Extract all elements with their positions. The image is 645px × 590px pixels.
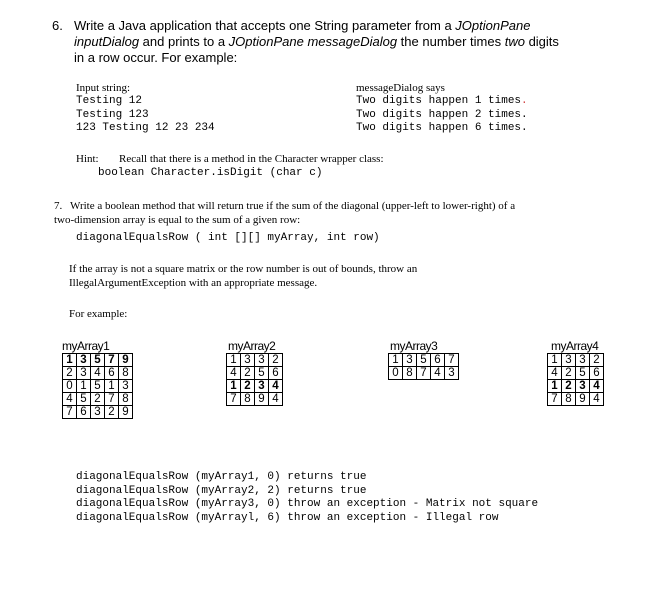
input-example-2: Testing 123 — [76, 108, 149, 121]
array-cell: 6 — [590, 367, 604, 380]
array-cell: 1 — [227, 354, 241, 367]
array-title-2: myArray2 — [228, 339, 276, 353]
q6-line-2-text-b: the number times — [397, 34, 505, 49]
array-cell: 3 — [91, 406, 105, 419]
q6-inputdialog-term: inputDialog — [74, 34, 140, 49]
q7-paragraph-2: IllegalArgumentException with an appropriate message. — [69, 277, 318, 289]
q6-line-2 — [74, 34, 559, 50]
array-cell: 4 — [269, 380, 283, 393]
array-title-4: myArray4 — [551, 339, 599, 353]
array-cell: 3 — [241, 354, 255, 367]
for-example-label: For example: — [69, 308, 128, 320]
array-cell: 1 — [227, 380, 241, 393]
array-cell: 7 — [63, 406, 77, 419]
message-dialog-label: messageDialog says — [356, 82, 445, 94]
array-row — [63, 367, 133, 380]
array-title-1: myArray1 — [62, 339, 110, 353]
call-example-4: diagonalEqualsRow (myArrayl, 6) throw an exception - Illegal row — [76, 511, 499, 524]
array-cell: 9 — [119, 406, 133, 419]
array-cell: 1 — [548, 380, 562, 393]
q6-two-term: two — [504, 34, 525, 49]
q6-line-1-text: Write a Java application that accepts one String parameter from a — [74, 18, 456, 33]
array-cell: 4 — [91, 367, 105, 380]
array-cell: 5 — [91, 354, 105, 367]
output-example-3: Two digits happen 6 times. — [356, 122, 528, 134]
array-cell: 4 — [431, 367, 445, 380]
array-row — [227, 393, 283, 406]
array-cell: 5 — [77, 393, 91, 406]
array-grid-3 — [388, 353, 459, 380]
array-cell: 2 — [105, 406, 119, 419]
call-example-2: diagonalEqualsRow (myArray2, 2) returns true — [76, 484, 367, 497]
array-row — [548, 393, 604, 406]
array-cell: 5 — [417, 354, 431, 367]
q7-line-2: two-dimension array is equal to the sum of a given row: — [54, 214, 301, 226]
array-cell: 9 — [255, 393, 269, 406]
array-cell: 7 — [548, 393, 562, 406]
array-cell: 4 — [269, 393, 283, 406]
output-example-1 — [356, 95, 528, 109]
array-row — [389, 354, 459, 367]
array-cell: 8 — [241, 393, 255, 406]
array-cell: 4 — [590, 393, 604, 406]
array-title-3: myArray3 — [390, 339, 438, 353]
q6-line-2-text-c: digits — [524, 34, 559, 49]
array-cell: 7 — [445, 354, 459, 367]
array-cell: 3 — [403, 354, 417, 367]
array-cell: 1 — [548, 354, 562, 367]
array-cell: 8 — [119, 393, 133, 406]
output-example-1-text: Two digits happen 1 times — [356, 95, 522, 107]
q6-number: 6. — [52, 18, 63, 33]
array-cell: 2 — [562, 367, 576, 380]
q6-messagedialog-term: JOptionPane messageDialog — [228, 34, 398, 49]
array-cell: 8 — [562, 393, 576, 406]
q6-line-1 — [74, 18, 530, 34]
array-cell: 4 — [227, 367, 241, 380]
array-cell: 2 — [63, 367, 77, 380]
array-cell: 5 — [255, 367, 269, 380]
array-cell: 3 — [576, 380, 590, 393]
array-cell: 0 — [389, 367, 403, 380]
array-row — [63, 354, 133, 367]
array-cell: 2 — [91, 393, 105, 406]
array-cell: 8 — [119, 367, 133, 380]
array-cell: 4 — [548, 367, 562, 380]
array-row — [227, 380, 283, 393]
input-example-3: 123 Testing 12 23 234 — [76, 122, 215, 134]
array-cell: 5 — [91, 380, 105, 393]
input-example-1: Testing 12 — [76, 95, 143, 107]
q6-joptionpane-term: JOptionPane — [455, 18, 531, 33]
array-row — [63, 393, 133, 406]
array-cell: 1 — [63, 354, 77, 367]
array-cell: 3 — [576, 354, 590, 367]
array-grid-4 — [547, 353, 604, 406]
array-cell: 2 — [241, 367, 255, 380]
array-cell: 1 — [77, 380, 91, 393]
array-cell: 9 — [576, 393, 590, 406]
array-row — [63, 406, 133, 419]
q7-paragraph-1: If the array is not a square matrix or the row number is out of bounds, throw an — [69, 263, 418, 275]
call-example-3: diagonalEqualsRow (myArray3, 0) throw an exception - Matrix not square — [76, 498, 539, 510]
input-string-label: Input string: — [76, 82, 131, 94]
array-cell: 4 — [590, 380, 604, 393]
hint-label: Hint: — [76, 153, 99, 165]
array-cell: 6 — [269, 367, 283, 380]
array-cell: 3 — [77, 367, 91, 380]
array-cell: 9 — [119, 354, 133, 367]
array-cell: 3 — [255, 354, 269, 367]
hint-text: Recall that there is a method in the Character wrapper class: — [119, 153, 384, 165]
array-row — [548, 354, 604, 367]
array-row — [548, 367, 604, 380]
hint-code: boolean Character.isDigit (char c) — [98, 167, 323, 179]
output-example-1-period: . — [521, 95, 528, 107]
call-example-1: diagonalEqualsRow (myArray1, 0) returns true — [76, 471, 367, 483]
method-signature: diagonalEqualsRow ( int [][] myArray, int row) — [76, 232, 380, 244]
array-grid-1 — [62, 353, 133, 419]
array-cell: 6 — [431, 354, 445, 367]
array-cell: 3 — [255, 380, 269, 393]
array-cell: 2 — [269, 354, 283, 367]
array-cell: 5 — [576, 367, 590, 380]
array-cell: 3 — [77, 354, 91, 367]
array-cell: 1 — [105, 380, 119, 393]
array-cell: 3 — [119, 380, 133, 393]
array-cell: 2 — [562, 380, 576, 393]
array-cell: 8 — [403, 367, 417, 380]
output-example-2: Two digits happen 2 times. — [356, 108, 528, 121]
array-row — [63, 380, 133, 393]
array-row — [548, 380, 604, 393]
array-cell: 6 — [105, 367, 119, 380]
array-row — [389, 367, 459, 380]
array-cell: 7 — [227, 393, 241, 406]
array-cell: 4 — [63, 393, 77, 406]
array-row — [227, 367, 283, 380]
array-cell: 3 — [562, 354, 576, 367]
array-row — [227, 354, 283, 367]
array-cell: 0 — [63, 380, 77, 393]
array-cell: 7 — [105, 393, 119, 406]
array-grid-2 — [226, 353, 283, 406]
array-cell: 6 — [77, 406, 91, 419]
q7-number: 7. — [54, 200, 63, 212]
array-cell: 3 — [445, 367, 459, 380]
array-cell: 2 — [241, 380, 255, 393]
array-cell: 1 — [389, 354, 403, 367]
array-cell: 2 — [590, 354, 604, 367]
array-cell: 7 — [105, 354, 119, 367]
q6-line-2-text-a: and prints to a — [139, 34, 229, 49]
q7-line-1: Write a boolean method that will return true if the sum of the diagonal (upper-left to lower-right) of a — [70, 200, 516, 212]
q6-line-3: in a row occur. For example: — [74, 50, 238, 65]
array-cell: 7 — [417, 367, 431, 380]
